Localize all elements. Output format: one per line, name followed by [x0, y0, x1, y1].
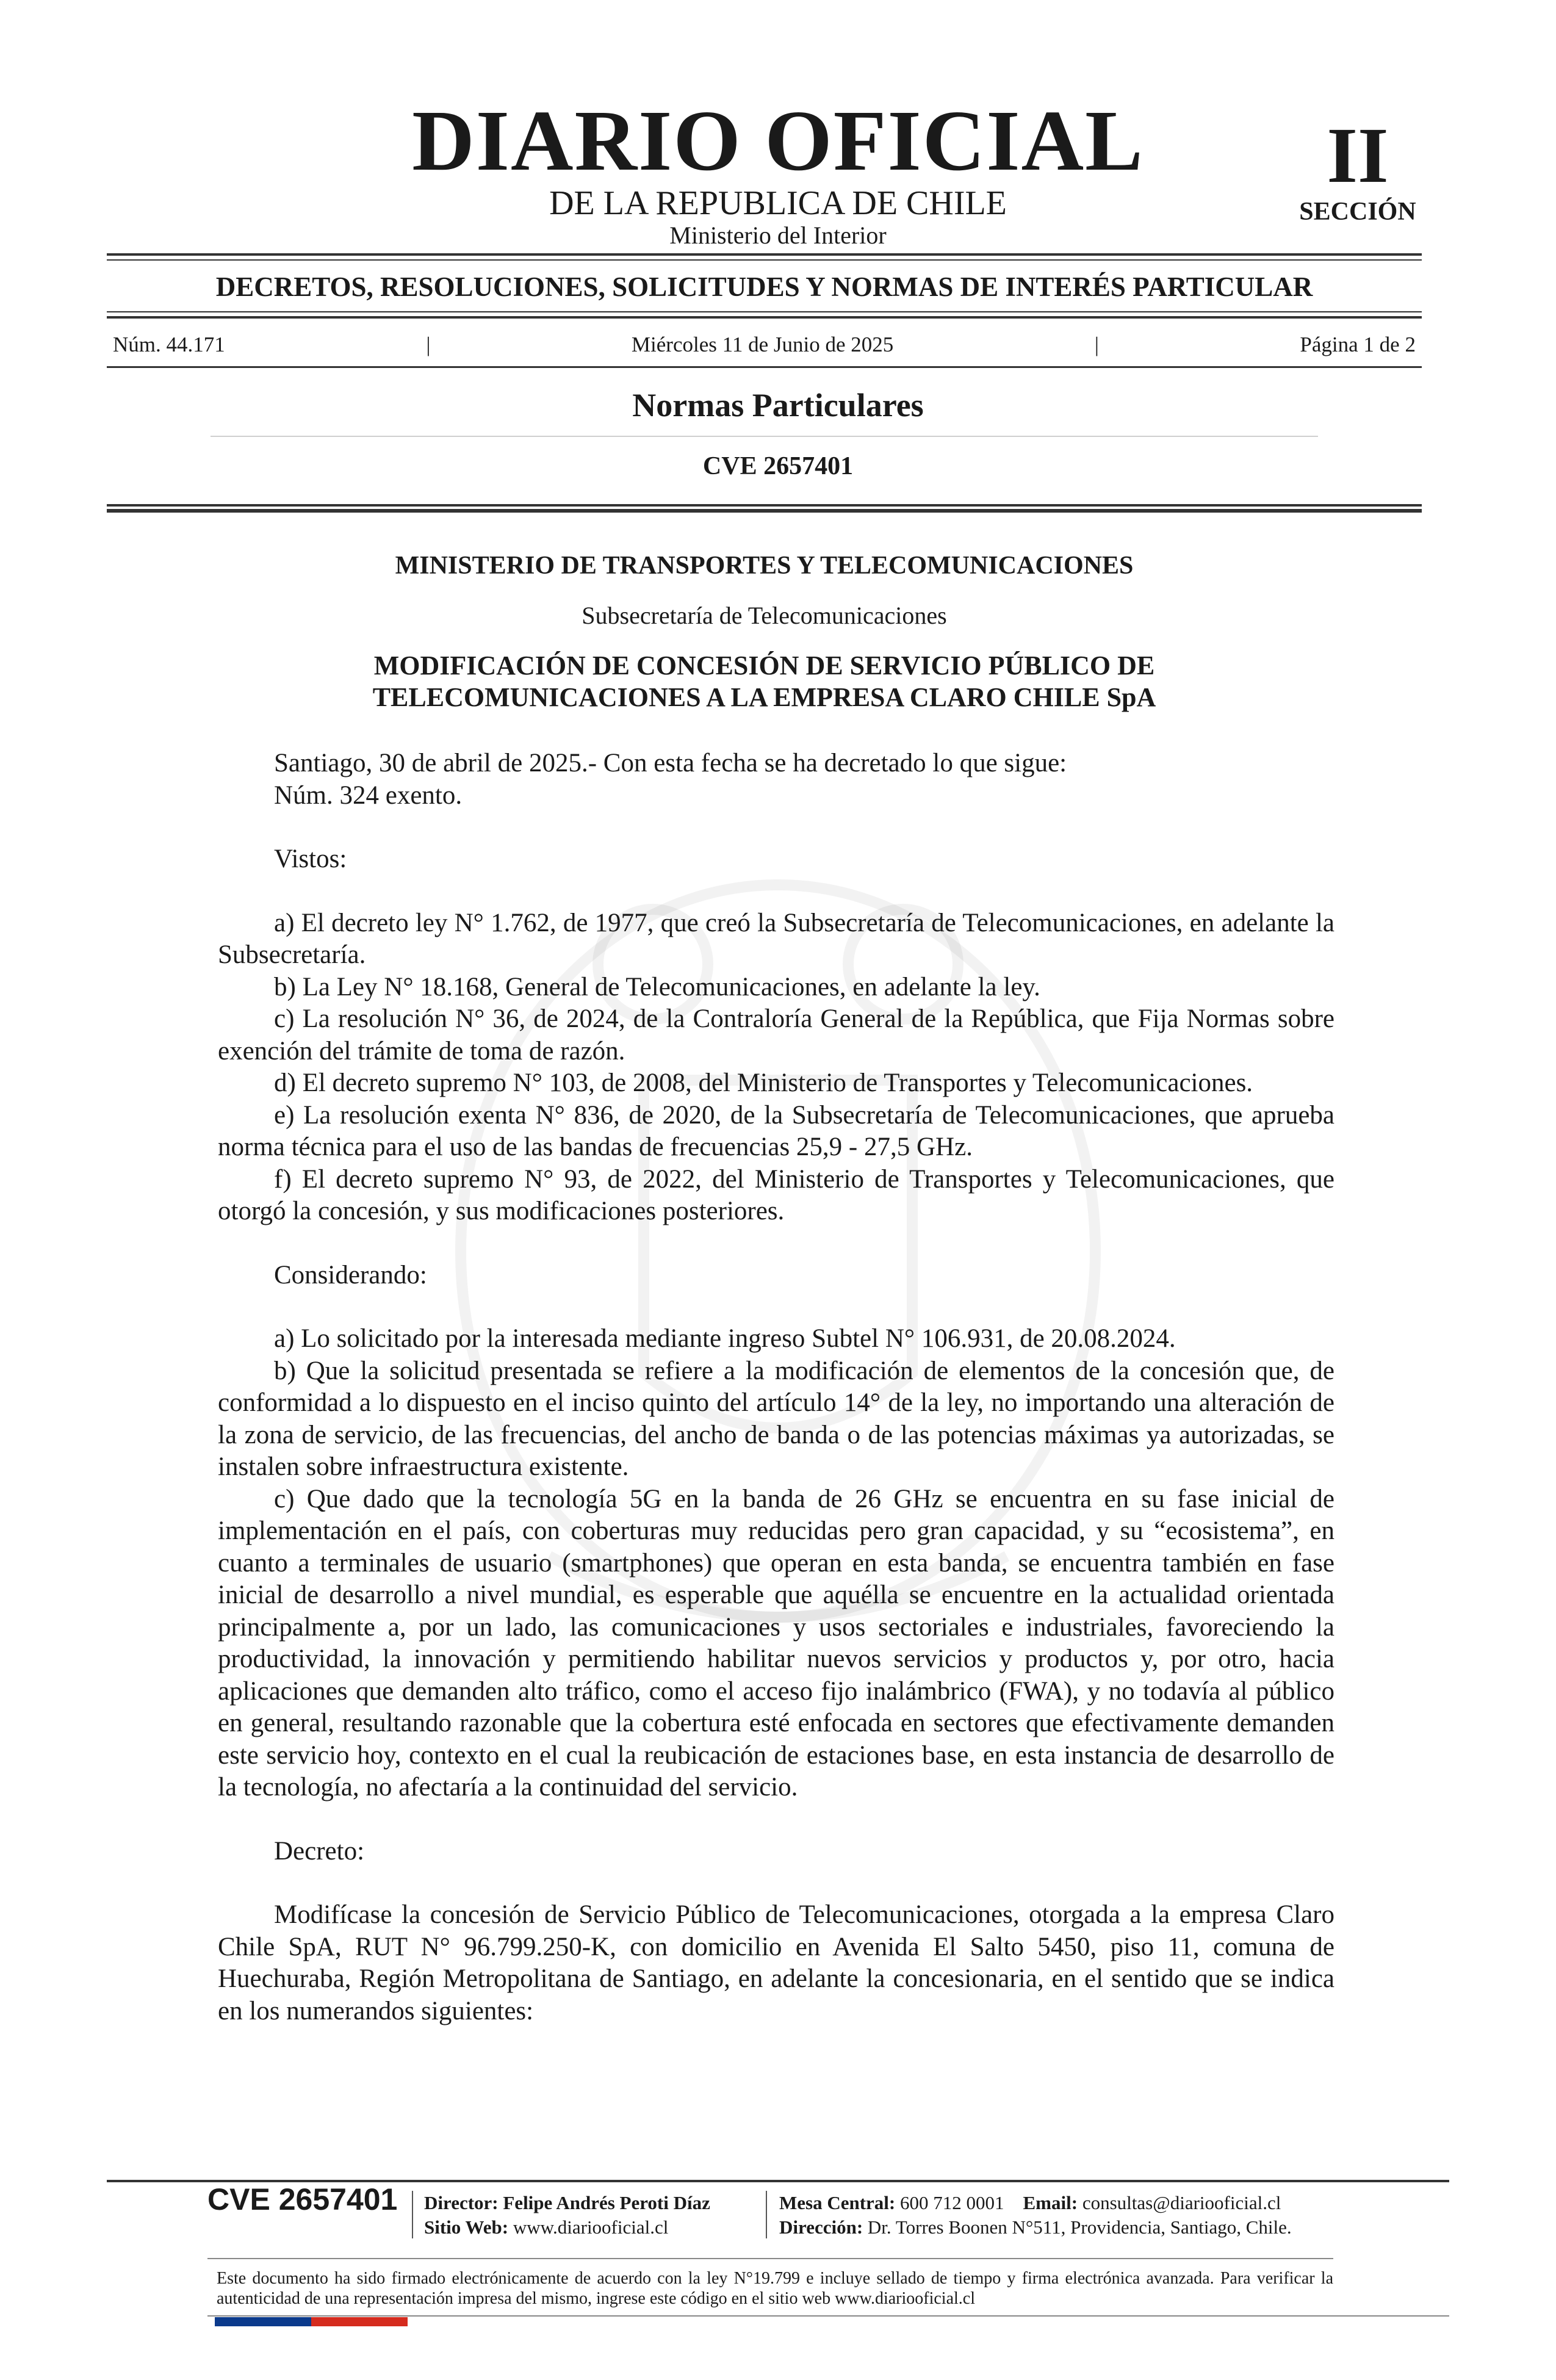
footer-contact-block [779, 2191, 1292, 2240]
issue-number: Núm. 44.171 [113, 333, 225, 356]
section-heading-band: DECRETOS, RESOLUCIONES, SOLICITUDES Y NORMAS DE INTERÉS PARTICULAR [215, 272, 1313, 302]
signature-notice: Este documento ha sido firmado electrónicamente de acuerdo con la ley N°19.799 e incluye sellado de tiempo y firma electrónica avanzada. Para verificar la autenticidad de una representación impresa del mismo, ingrese este código en el sitio web www.diariooficial.cl [217, 2269, 1333, 2308]
cve-code: CVE 2657401 [702, 452, 854, 480]
issuing-ministry: MINISTERIO DE TRANSPORTES Y TELECOMUNICACIONES [395, 552, 1134, 580]
vistos-item: d) El decreto supremo N° 103, de 2008, del Ministerio de Transportes y Telecomunicaciones. [274, 1069, 1253, 1097]
issue-meta-row [113, 330, 1416, 360]
header-rule [107, 316, 1422, 319]
vistos-item: c) La resolución N° 36, de 2024, de la Contraloría General de la República, que Fija Normas sobre exención del trámite de toma de razón. [218, 1004, 1334, 1066]
website-label: Sitio Web: [424, 2216, 509, 2238]
footer-thin-rule [207, 2258, 1333, 2259]
section-title-rule [211, 436, 1318, 437]
decree-number: Núm. 324 exento. [274, 781, 463, 810]
newspaper-title: DIARIO OFICIAL [412, 92, 1144, 189]
vistos-heading: Vistos: [274, 845, 347, 873]
issue-date: Miércoles 11 de Junio de 2025 [631, 333, 894, 356]
document-title-line: TELECOMUNICACIONES A LA EMPRESA CLARO CHILE SpA [372, 682, 1156, 712]
vistos-item: b) La Ley N° 18.168, General de Telecomunicaciones, en adelante la ley. [274, 972, 1040, 1001]
vistos-item: a) El decreto ley N° 1.762, de 1977, que creó la Subsecretaría de Telecomunicaciones, en adelante la Subsecretaría. [218, 908, 1334, 969]
ministry-line: Ministerio del Interior [669, 222, 887, 249]
section-label: SECCIÓN [1299, 198, 1416, 226]
flag-stripe-blue [215, 2317, 311, 2326]
footer-rule [207, 2315, 1449, 2317]
section-numeral: II [1327, 112, 1389, 200]
cve-rule [107, 509, 1422, 513]
subsecretaria: Subsecretaría de Telecomunicaciones [582, 602, 947, 629]
meta-separator: | [426, 333, 431, 356]
footer-cve-code: CVE 2657401 [207, 2182, 398, 2216]
mesa-label: Mesa Central: [779, 2192, 896, 2213]
header-rule [107, 259, 1422, 261]
website-link[interactable]: www.diariooficial.cl [513, 2216, 669, 2238]
address-label: Dirección: [779, 2216, 863, 2238]
meta-rule [107, 366, 1422, 368]
newspaper-subtitle: DE LA REPUBLICA DE CHILE [549, 184, 1007, 222]
footer-divider [412, 2191, 413, 2238]
document-body [218, 748, 1334, 2027]
cve-rule [107, 504, 1422, 507]
address-text: Dr. Torres Boonen N°511, Providencia, Santiago, Chile. [867, 2216, 1292, 2238]
section-title: Normas Particulares [632, 387, 924, 424]
intro-line: Santiago, 30 de abril de 2025.- Con esta fecha se ha decretado lo que sigue: [274, 749, 1067, 777]
director-label: Director: [424, 2192, 499, 2213]
footer-director-block [424, 2191, 710, 2240]
flag-stripe-red [311, 2317, 408, 2326]
decreto-heading: Decreto: [274, 1836, 365, 1866]
header-rule [107, 253, 1422, 256]
meta-separator: | [1094, 333, 1099, 356]
document-title [107, 650, 1422, 713]
considerando-item: c) Que dado que la tecnología 5G en la banda de 26 GHz se encuentra en su fase inicial de implementación en el país, con coberturas muy reducidas pero gran capacidad, y su “ecosistema”, en cuanto a terminales de usuario (smartphones) que operan en esta banda, se encuentra también en fase inicial de desarrollo a nivel mundial, es esperable que aquélla se encuentre en la actualidad orientada principalmente a, por un lado, las comunicaciones y usos sectoriales e industriales, favoreciendo la productividad, la innovación y permitiendo habilitar nuevos servicios y productos y, por otro, hacia aplicaciones que demanden alto tráfico, como el acceso fijo inalámbrico (FWA), y no todavía al público en general, resultando razonable que la cobertura esté enfocada en sectores que efectivamente demanden este servicio hoy, contexto en el cual la reubicación de estaciones base, en esta instancia de desarrollo de la tecnología, no afectaría a la continuidad del servicio. [218, 1484, 1334, 1801]
page-indicator: Página 1 de 2 [1300, 333, 1416, 356]
vistos-item: e) La resolución exenta N° 836, de 2020, de la Subsecretaría de Telecomunicaciones, que aprueba norma técnica para el uso de las bandas de frecuencias 25,9 - 27,5 GHz. [218, 1100, 1334, 1161]
mesa-phone: 600 712 0001 [900, 2192, 1004, 2213]
email-label: Email: [1023, 2192, 1078, 2213]
document-title-line: MODIFICACIÓN DE CONCESIÓN DE SERVICIO PÚBLICO DE [373, 651, 1155, 680]
vistos-item: f) El decreto supremo N° 93, de 2022, del Ministerio de Transportes y Telecomunicaciones, que otorgó la concesión, y sus modificaciones posteriores. [218, 1164, 1334, 1225]
considerando-heading: Considerando: [274, 1260, 427, 1289]
header-rule [107, 311, 1422, 312]
director-name: Felipe Andrés Peroti Díaz [503, 2192, 710, 2213]
considerando-item: a) Lo solicitado por la interesada mediante ingreso Subtel N° 106.931, de 20.08.2024. [274, 1324, 1176, 1353]
footer-divider [766, 2191, 767, 2238]
decreto-paragraph: Modifícase la concesión de Servicio Público de Telecomunicaciones, otorgada a la empresa Claro Chile SpA, RUT N° 96.799.250-K, con domicilio en Avenida El Salto 5450, piso 11, comuna de Huechuraba, Región Metropolitana de Santiago, en adelante la concesionaria, en el sentido que se indica en los numerandos siguientes: [218, 1900, 1334, 2025]
considerando-item: b) Que la solicitud presentada se refiere a la modificación de elementos de la concesión que, de conformidad a lo dispuesto en el inciso quinto del artículo 14° de la ley, no importando una alteración de la zona de servicio, de las frecuencias, del ancho de banda o de las potencias máximas ya autorizadas, se instalen sobre infraestructura existente. [218, 1356, 1334, 1481]
email-link[interactable]: consultas@diariooficial.cl [1082, 2192, 1281, 2213]
